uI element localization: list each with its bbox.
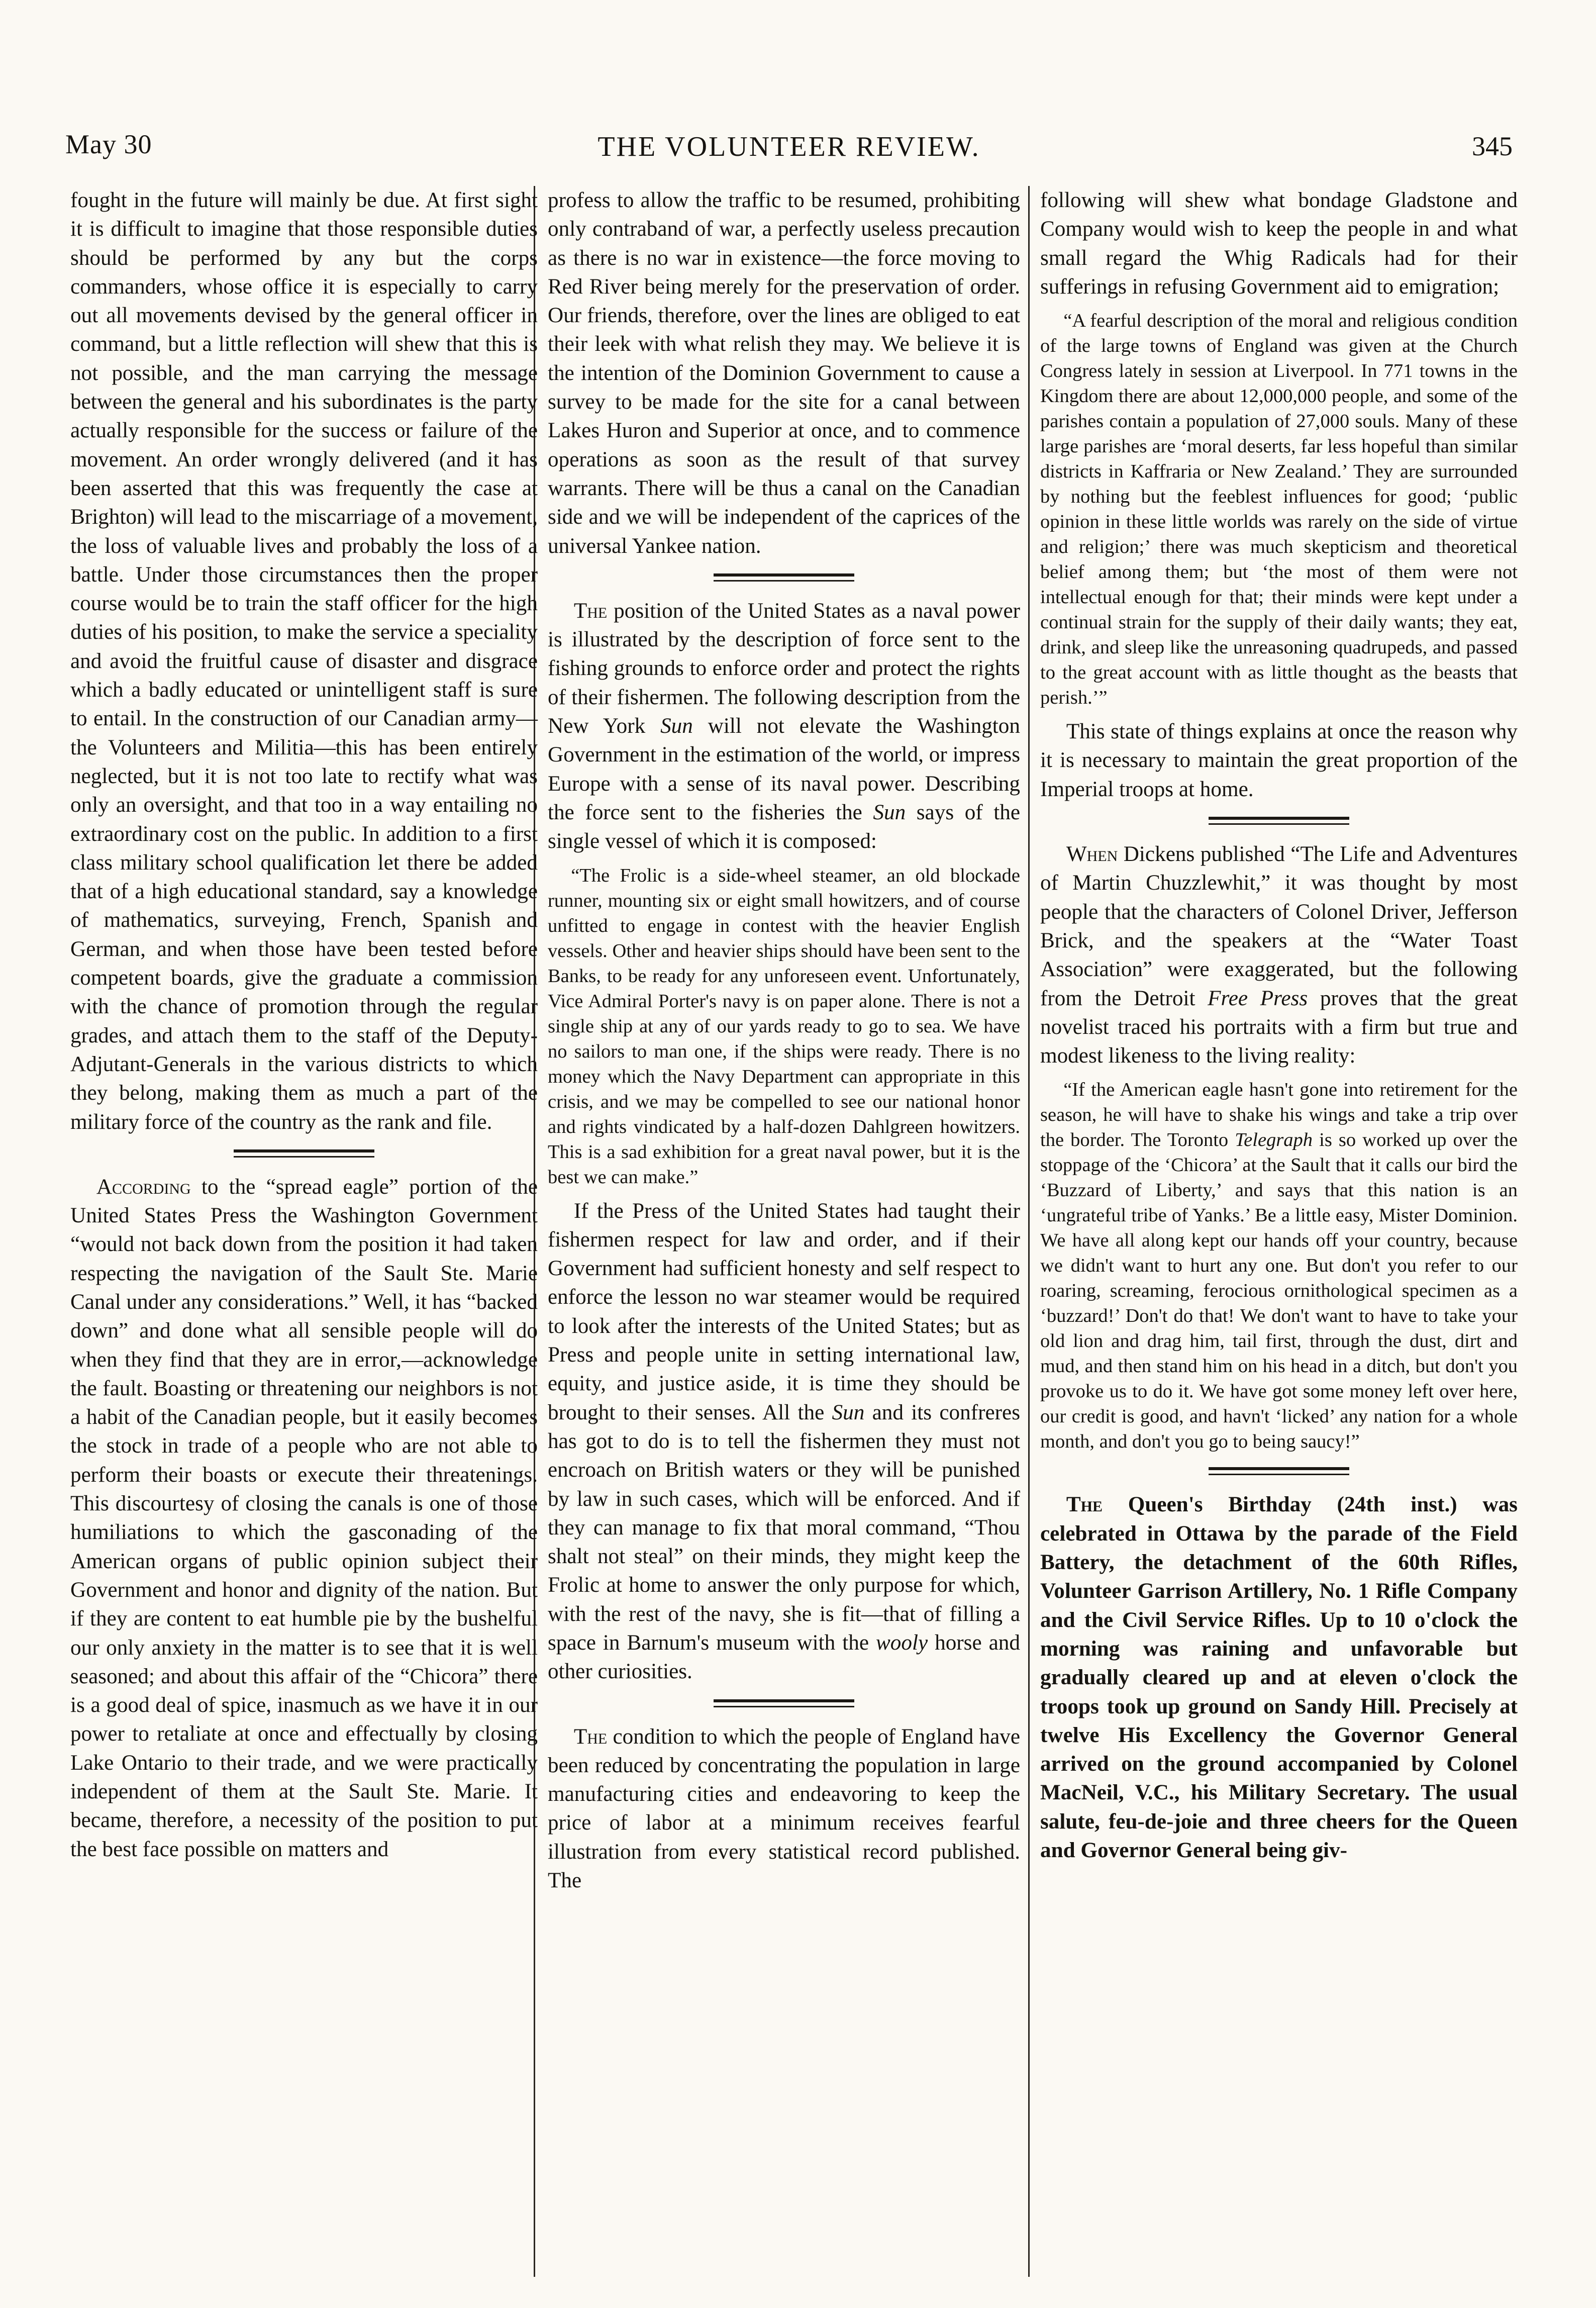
article-continuation-england: following will shew what bondage Gladstone and Company would wish to keep the people in and what small regard the Whig Radicals had for their sufferings in refusing Government aid to emigration; [1040, 188, 1518, 299]
article-dickens: When Dickens published “The Life and Adventures of Martin Chuzzlewhit,” it was thought by most people that the characters of Colonel Driver, Jefferson Brick, and the speakers at the “Water Toast Association” were exaggerated, but the following from the Detroit Free Press proves that the great novelist traced his portraits with a firm but true and modest likeness to the living reality: [1040, 842, 1518, 1068]
column-1 [70, 186, 538, 1864]
lead-word: According [96, 1175, 191, 1199]
lead-word: The [1066, 1493, 1103, 1517]
section-separator [1209, 1467, 1349, 1475]
lead-word: The [573, 599, 608, 623]
article-continuation-staff: fought in the future will mainly be due. At first sight it is difficult to imagine that those responsible duties should be performed by any but the corps commanders, whose office it is especially to carry out all movements devised by the general officer in command, but a little reflection will shew that this is not possible, and the man carrying the message between the general and his subordinates is the party actually responsible for the success or failure of the movement. An order wrongly delivered (and it has been asserted that this was frequently the case at Brighton) will lead to the miscarriage of a movement, the loss of valuable lives and probably the loss of a battle. Under those circumstances then the proper course would be to train the staff officer for the high duties of his position, to make the service a speciality and avoid the fruitful cause of disaster and disgrace which a badly educated or unintelligent staff is sure to entail. In the construction of our Canadian army—the Volunteers and Militia—this has been entirely neglected, but it is not too late to rectify what was only an oversight, and that too in a way entailing no extraordinary cost on the public. In addition to a first class military school qualification let there be added that of a high educational standard, say a knowledge of mathematics, surveying, French, Spanish and German, and when those have been tested before competent boards, give the graduate a commission with the chance of promotion through the regular grades, and attach them to the staff of the Deputy-Adjutant-Generals in the various districts to which they belong, making them as much a part of the military force of the country as the rank and file. [70, 188, 538, 1134]
section-separator [1209, 817, 1349, 825]
newspaper-name: Sun [873, 800, 906, 824]
section-separator [234, 1149, 374, 1158]
article-queens-birthday-block [1040, 1490, 1518, 1865]
quotation-frolic: “The Frolic is a side-wheel steamer, an old blockade runner, mounting six or eight small howitzers, and of course unfitted to engage in contest with the heavier English vessels. Other and heavier ships should have been sent to the Banks, to be ready for any unforeseen event. Unfortunately, Vice Admiral Porter's navy is on paper alone. There is not a single ship at any of our yards ready to go to sea. We have no sailors to man one, if the ships were ready. There is no money which the Navy Department can appropriate in this crisis, and we may be compelled to see our national honor and rights vindicated by a half-dozen Dahlgreen howitzers. This is a sad exhibition for a great naval power, but it is the best we can make.” [548, 864, 1020, 1188]
section-separator [714, 573, 854, 582]
column-divider [1028, 186, 1030, 2277]
column-3 [1040, 186, 1518, 1865]
quotation-american-eagle: “If the American eagle hasn't gone into retirement for the season, he will have to shake his wings and take a trip over the border. The Toronto Telegraph is so worked up over the stoppage of the ‘Chicora’ at the Sault that it calls our bird the ‘Buzzard of Liberty,’ and says that this nation is an ‘ungrateful tribe of Yanks.’ Be a little easy, Mister Dominion. We have all along kept our hands off your country, because we didn't want to hurt any one. But don't you refer to our roaring, screaming, ferocious ornithological specimen as a ‘buzzard!’ Don't do that! We don't want to have to take your old lion and drag him, tail first, through the dust, dirt and mud, and then stand him on his head in a ditch, but don't you provoke us to do it. We have got some money left over here, our credit is good, and havn't ‘licked’ any nation for a whole month, and don't you go to being saucy!” [1040, 1079, 1518, 1453]
lead-word: The [573, 1724, 608, 1749]
article-england-labor: The condition to which the people of England have been reduced by concentrating the population in large manufacturing cities and endeavoring to keep the price of labor at a minimum receives fearful illustration from every statistical record published. The [548, 1724, 1020, 1893]
issue-date: May 30 [65, 129, 152, 159]
page-header [60, 126, 1518, 171]
article-queens-birthday: The Queen's Birthday (24th inst.) was celebrated in Ottawa by the parade of the Field Battery, the detachment of the 60th Rifles, Volunteer Garrison Artillery, No. 1 Rifle Company and the Civil Service Rifles. Up to 10 o'clock the morning was raining and unfavorable but gradually cleared up and at eleven o'clock the troops took up ground on Sandy Hill. Precisely at twelve His Excellency the Governor General arrived on the ground accompanied by Colonel MacNeil, V.C., his Military Secretary. The usual salute, feu-de-joie and three cheers for the Queen and Governor General being giv- [1040, 1493, 1518, 1863]
periodical-title: THE VOLUNTEER REVIEW. [597, 131, 980, 162]
section-separator [714, 1699, 854, 1707]
newspaper-name: Free Press [1208, 986, 1308, 1010]
lead-word: When [1066, 842, 1118, 867]
article-sault-canal: According to the “spread eagle” portion of the United States Press the Washington Government “would not back down from the position it had taken respecting the navigation of the Sault Ste. Marie Canal under any considerations.” Well, it has “backed down” and done what all sensible people will do when they find that they are in error,—acknowledge the fault. Boasting or threatening our neighbors is not a habit of the Canadian people, but it easily becomes the stock in trade of a people who are not able to perform their boasts or execute their threatenings. This discourtesy of closing the canals is one of those humiliations to which the gasconading of the American organs of public opinion subject their Government and honor and dignity of the nation. But if they are content to eat humble pie by the bushelful our only anxiety in the matter is to see that it is well seasoned; and about this affair of the “Chicora” there is a good deal of spice, inasmuch as we have it in our power to retaliate at once and effectually by closing Lake Ontario to their trade, and we were practically independent of them at the Sault Ste. Marie. It became, therefore, a necessity of the position to put the best face possible on matters and [70, 1175, 538, 1861]
newspaper-name: Sun [660, 714, 693, 738]
newspaper-name: Sun [832, 1400, 865, 1424]
quotation-church-congress: “A fearful description of the moral and religious condition of the large towns of England was given at the Church Congress lately in session at Liverpool. In 771 towns in the Kingdom there are about 12,000,000 people, and some of the parishes contain a population of 27,000 souls. Many of these large parishes are ‘moral deserts, far less hopeful than similar districts in Kaffraria or New Zealand.’ They are surrounded by nothing but the feeblest influences for good; ‘public opinion in these little worlds was rarely on the side of virtue and religion;’ there was much skepticism and theoretical belief among them; but ‘the most of them were not intellectual enough for that; their minds were kept under a continual strain for the supply of their daily wants; they eat, drink, and sleep like the unreasoning quadrupeds, and passed to the great account with as little thought as the beasts that perish.’” [1040, 310, 1518, 709]
article-paragraph: This state of things explains at once the reason why it is necessary to maintain the great proportion of the Imperial troops at home. [1040, 720, 1518, 801]
article-paragraph: If the Press of the United States had taught their fishermen respect for law and order, and if their Government had sufficient honesty and self respect to enforce the lesson no war steamer would be required to look after the interests of the United States; but as Press and people unite in setting international law, equity, and justice aside, it is time they should be brought to their senses. All the Sun and its confreres has got to do is to tell the fishermen they must not encroach on British waters or they will be punished by law in such cases, which will be enforced. And if they can manage to fix that moral command, “Thou shalt not steal” on their minds, they might keep the Frolic at home to answer the only purpose for which, with the rest of the navy, she is fit—that of filling a space in Barnum's museum with the wooly horse and other curiosities. [548, 1199, 1021, 1684]
article-continuation-canal: profess to allow the traffic to be resumed, prohibiting only contraband of war, a perfectly useless precaution as there is no war in existence—the force moving to Red River being merely for the preservation of order. Our friends, therefore, over the lines are obliged to eat their leek with what relish they may. We believe it is the intention of the Dominion Government to cause a survey to be made for the site for a canal between Lakes Huron and Superior at once, and to commence operations as soon as the result of that survey warrants. There will be thus a canal on the Canadian side and we will be independent of the caprices of the universal Yankee nation. [548, 188, 1020, 558]
article-naval-power: The position of the United States as a naval power is illustrated by the description of force sent to the fishing grounds to enforce order and protect the rights of their fishermen. The following description from the New York Sun will not elevate the Washington Government in the estimation of the world, or impress Europe with a sense of its naval power. Describing the force sent to the fisheries the Sun says of the single vessel of which it is composed: [548, 599, 1020, 853]
page-number: 345 [1472, 131, 1513, 161]
newspaper-name: Telegraph [1235, 1129, 1313, 1151]
column-2 [548, 186, 1020, 1895]
